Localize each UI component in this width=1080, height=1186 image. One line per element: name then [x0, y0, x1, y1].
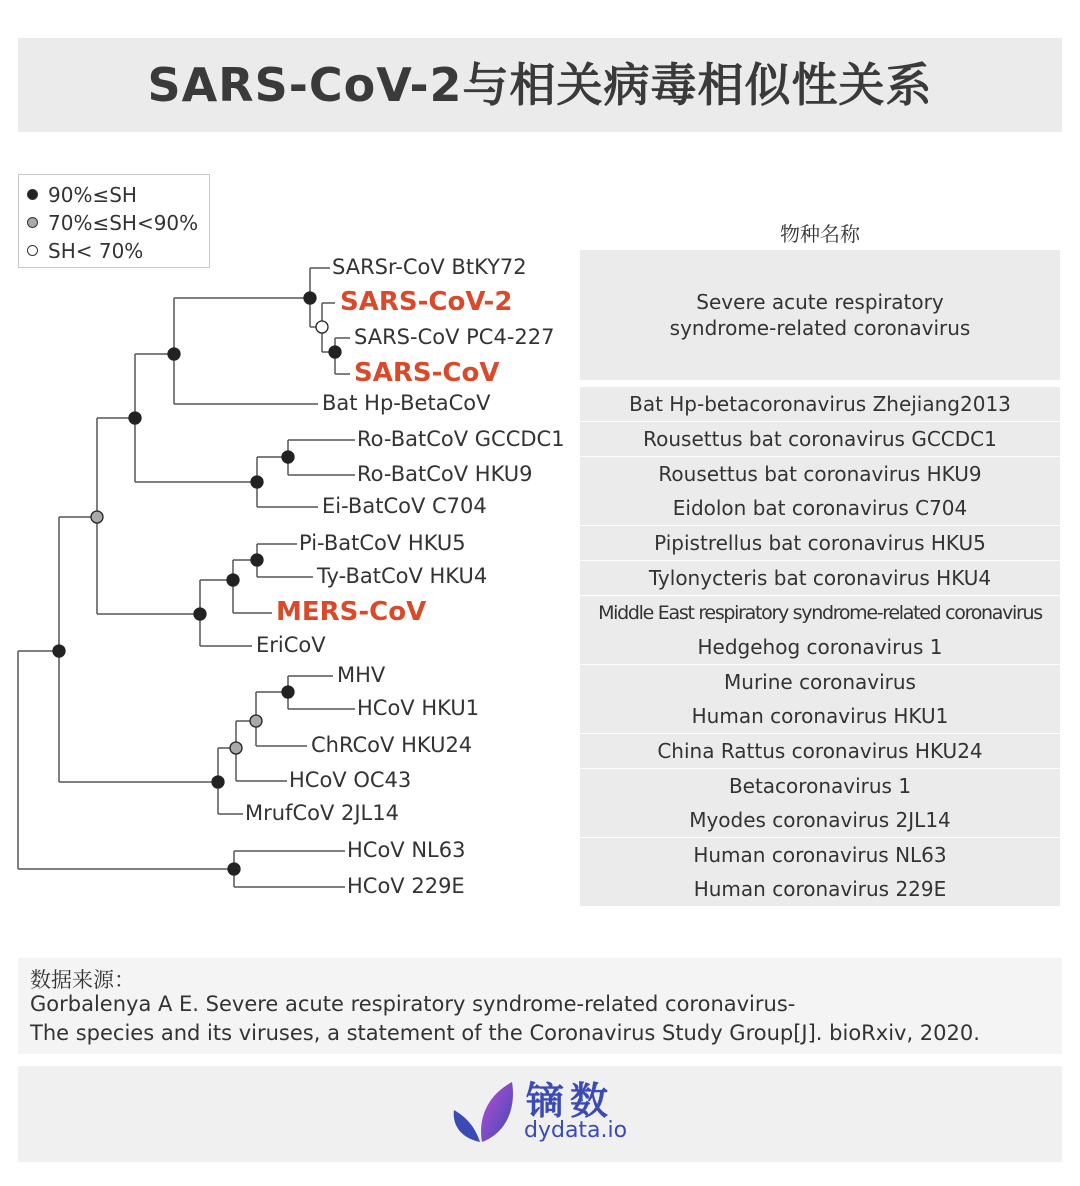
support-node-marker [91, 511, 103, 523]
legend-item-low: SH< 70% [27, 237, 143, 265]
species-name: Middle East respiratory syndrome-related coronavirus [598, 602, 1042, 624]
species-name: Human coronavirus HKU1 [691, 704, 949, 728]
species-row [580, 630, 1060, 664]
tree-tip-label: HCoV OC43 [289, 768, 412, 792]
species-row [580, 250, 1060, 380]
species-row [580, 457, 1060, 491]
support-node-marker [194, 608, 206, 620]
species-name: Pipistrellus bat coronavirus HKU5 [654, 531, 986, 555]
species-row [580, 387, 1060, 421]
support-node-marker [228, 863, 240, 875]
species-name: China Rattus coronavirus HKU24 [657, 739, 983, 763]
support-node-marker [129, 412, 141, 424]
species-name: Myodes coronavirus 2JL14 [689, 808, 951, 832]
support-node-marker [168, 348, 180, 360]
source-heading: 数据来源： [30, 968, 135, 992]
support-node-marker [304, 292, 316, 304]
species-row [580, 526, 1060, 560]
species-name: Rousettus bat coronavirus HKU9 [658, 462, 982, 486]
species-row [580, 699, 1060, 733]
tree-tip-label: Pi-BatCoV HKU5 [299, 531, 466, 555]
butterfly-logo-icon [450, 1080, 520, 1146]
tree-tip-label: SARS-CoV-2 [340, 287, 513, 317]
tree-tip-label: MERS-CoV [276, 597, 427, 627]
support-node-marker [227, 574, 239, 586]
species-name: Murine coronavirus [724, 670, 916, 694]
tree-tip-label: Bat Hp-BetaCoV [322, 391, 491, 415]
species-row [580, 665, 1060, 699]
support-node-marker [329, 346, 341, 358]
species-row [580, 803, 1060, 837]
tree-tip-label: Ei-BatCoV C704 [322, 494, 487, 518]
tree-tip-label: SARSr-CoV BtKY72 [332, 255, 527, 279]
footer [18, 1066, 1062, 1162]
species-column-header: 物种名称 [780, 222, 860, 246]
source-citation-line-2: The species and its viruses, a statement of the Coronavirus Study Group[J]. bioRxiv, 2020. [30, 1021, 980, 1045]
support-node-marker [250, 715, 262, 727]
species-row [580, 872, 1060, 906]
species-name: Rousettus bat coronavirus GCCDC1 [643, 427, 997, 451]
support-node-marker [251, 476, 263, 488]
tree-tip-label: Ro-BatCoV GCCDC1 [357, 427, 565, 451]
source-citation-line-1: Gorbalenya A E. Severe acute respiratory syndrome-related coronavirus- [30, 992, 796, 1016]
support-node-marker [282, 686, 294, 698]
species-row [580, 769, 1060, 803]
species-row [580, 734, 1060, 768]
support-node-marker [282, 451, 294, 463]
species-row [580, 561, 1060, 595]
tree-tip-label: Ty-BatCoV HKU4 [317, 564, 488, 588]
species-name: Hedgehog coronavirus 1 [697, 635, 943, 659]
tree-tip-label: HCoV 229E [347, 874, 465, 898]
species-name: Severe acute respiratory syndrome-related coronavirus [669, 290, 971, 340]
species-name: Tylonycteris bat coronavirus HKU4 [648, 566, 992, 590]
tree-tip-label: SARS-CoV [354, 358, 500, 388]
tree-tip-label: ChRCoV HKU24 [311, 733, 473, 757]
species-row [580, 491, 1060, 525]
tree-tip-label: MHV [337, 663, 386, 687]
data-source [18, 958, 1062, 1054]
support-node-marker [251, 554, 263, 566]
logo-chinese: 镝数 [526, 1079, 615, 1123]
logo-domain: dydata.io [524, 1118, 628, 1143]
species-name: Bat Hp-betacoronavirus Zhejiang2013 [629, 392, 1011, 416]
legend-item-high: 90%≤SH [27, 181, 137, 209]
tree-tip-label: HCoV HKU1 [357, 696, 480, 720]
support-node-marker [53, 645, 65, 657]
species-row [580, 838, 1060, 872]
tree-tip-label: EriCoV [256, 633, 326, 657]
support-node-marker [230, 742, 242, 754]
tree-tip-label: SARS-CoV PC4-227 [354, 325, 555, 349]
tree-tip-label: HCoV NL63 [347, 838, 466, 862]
species-name: Betacoronavirus 1 [728, 774, 912, 798]
support-node-marker [316, 321, 328, 333]
species-name: Human coronavirus 229E [693, 877, 947, 901]
page-title: SARS-CoV-2与相关病毒相似性关系 [147, 58, 933, 112]
support-node-marker [212, 776, 224, 788]
species-row [580, 596, 1060, 630]
species-name: Human coronavirus NL63 [693, 843, 947, 867]
species-name: Eidolon bat coronavirus C704 [672, 496, 968, 520]
species-row [580, 422, 1060, 456]
legend-item-mid: 70%≤SH<90% [27, 209, 198, 237]
tree-tip-label: Ro-BatCoV HKU9 [357, 462, 533, 486]
tree-tip-label: MrufCoV 2JL14 [245, 801, 399, 825]
